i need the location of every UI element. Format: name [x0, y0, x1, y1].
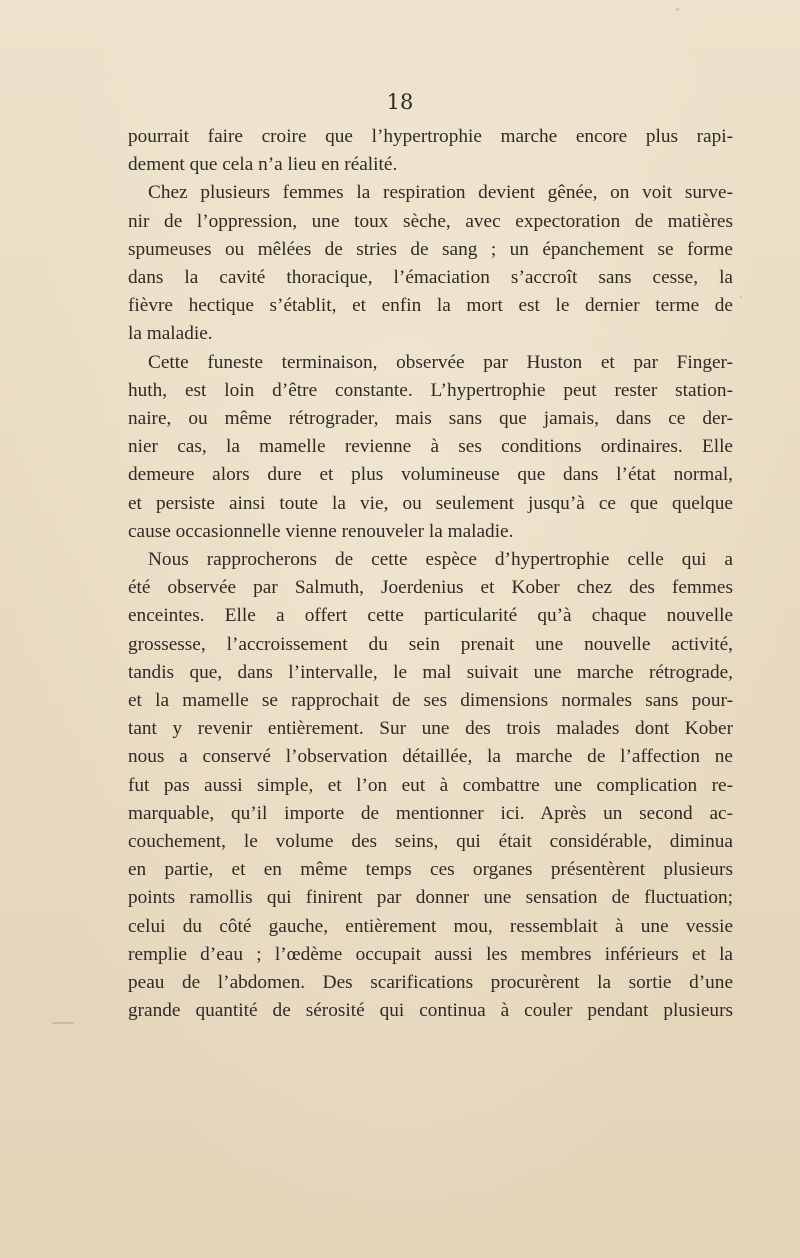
text-line: été observée par Salmuth, Joerdenius et Kober chez des femmes: [128, 577, 733, 599]
text-line: nir de l’oppression, une toux sèche, avec expectoration de matières: [128, 210, 733, 232]
text-line: et persiste ainsi toute la vie, ou seulement jusqu’à ce que quelque: [128, 492, 733, 514]
paragraph: [128, 179, 733, 348]
text-line: Nous rapprocherons de cette espèce d’hypertrophie celle qui a: [148, 549, 733, 571]
text-line: la maladie.: [128, 323, 213, 345]
text-line: nier cas, la mamelle revienne à ses conditions ordinaires. Elle: [128, 436, 733, 458]
paragraph: [128, 349, 733, 546]
text-line: et la mamelle se rapprochait de ses dimensions normales sans pour-: [128, 690, 733, 712]
text-line: couchement, le volume des seins, qui était considérable, diminua: [128, 831, 733, 853]
text-line: tandis que, dans l’intervalle, le mal suivait une marche rétrograde,: [128, 661, 733, 683]
text-line: points ramollis qui finirent par donner une sensation de fluctuation;: [128, 887, 733, 909]
text-line: dans la cavité thoracique, l’émaciation s’accroît sans cesse, la: [128, 267, 733, 289]
text-line: grossesse, l’accroissement du sein prenait une nouvelle activité,: [128, 633, 733, 655]
text-line: pourrait faire croire que l’hypertrophie marche encore plus rapi-: [128, 126, 733, 147]
paragraph: [128, 123, 733, 179]
paper-speck: [740, 296, 742, 298]
text-line: cause occasionnelle vienne renouveler la maladie.: [128, 520, 514, 542]
text-line: remplie d’eau ; l’œdème occupait aussi les membres inférieurs et la: [128, 943, 733, 965]
text-line: fut pas aussi simple, et l’on eut à combattre une complication re-: [128, 774, 733, 796]
text-line: demeure alors dure et plus volumineuse que dans l’état normal,: [128, 464, 733, 486]
body-text: [128, 123, 733, 1026]
text-line: celui du côté gauche, entièrement mou, ressemblait à une vessie: [128, 915, 733, 937]
text-line: spumeuses ou mêlées de stries de sang ; un épanchement se forme: [128, 238, 733, 260]
text-line: Cette funeste terminaison, observée par Huston et par Finger-: [148, 351, 733, 373]
paper-speck: [676, 8, 679, 11]
text-line: grande quantité de sérosité qui continua à couler pendant plusieurs: [128, 1000, 733, 1022]
paragraph: [128, 546, 733, 1025]
text-line: fièvre hectique s’établit, et enfin la mort est le dernier terme de: [128, 295, 733, 317]
text-line: Chez plusieurs femmes la respiration devient gênée, on voit surve-: [148, 182, 733, 204]
text-line: dement que cela n’a lieu en réalité.: [128, 154, 398, 176]
text-line: marquable, qu’il importe de mentionner ici. Après un second ac-: [128, 802, 733, 824]
paper-speck: [52, 1022, 74, 1024]
text-line: en partie, et en même temps ces organes présentèrent plusieurs: [128, 859, 733, 881]
text-line: naire, ou même rétrograder, mais sans que jamais, dans ce der-: [128, 408, 733, 430]
text-line: enceintes. Elle a offert cette particularité qu’à chaque nouvelle: [128, 605, 733, 627]
page-number: 18: [386, 90, 414, 114]
text-line: peau de l’abdomen. Des scarifications procurèrent la sortie d’une: [128, 972, 733, 994]
text-line: tant y revenir entièrement. Sur une des trois malades dont Kober: [128, 718, 733, 740]
text-line: nous a conservé l’observation détaillée, la marche de l’affection ne: [128, 746, 733, 768]
text-line: huth, est loin d’être constante. L’hypertrophie peut rester station-: [128, 379, 733, 401]
